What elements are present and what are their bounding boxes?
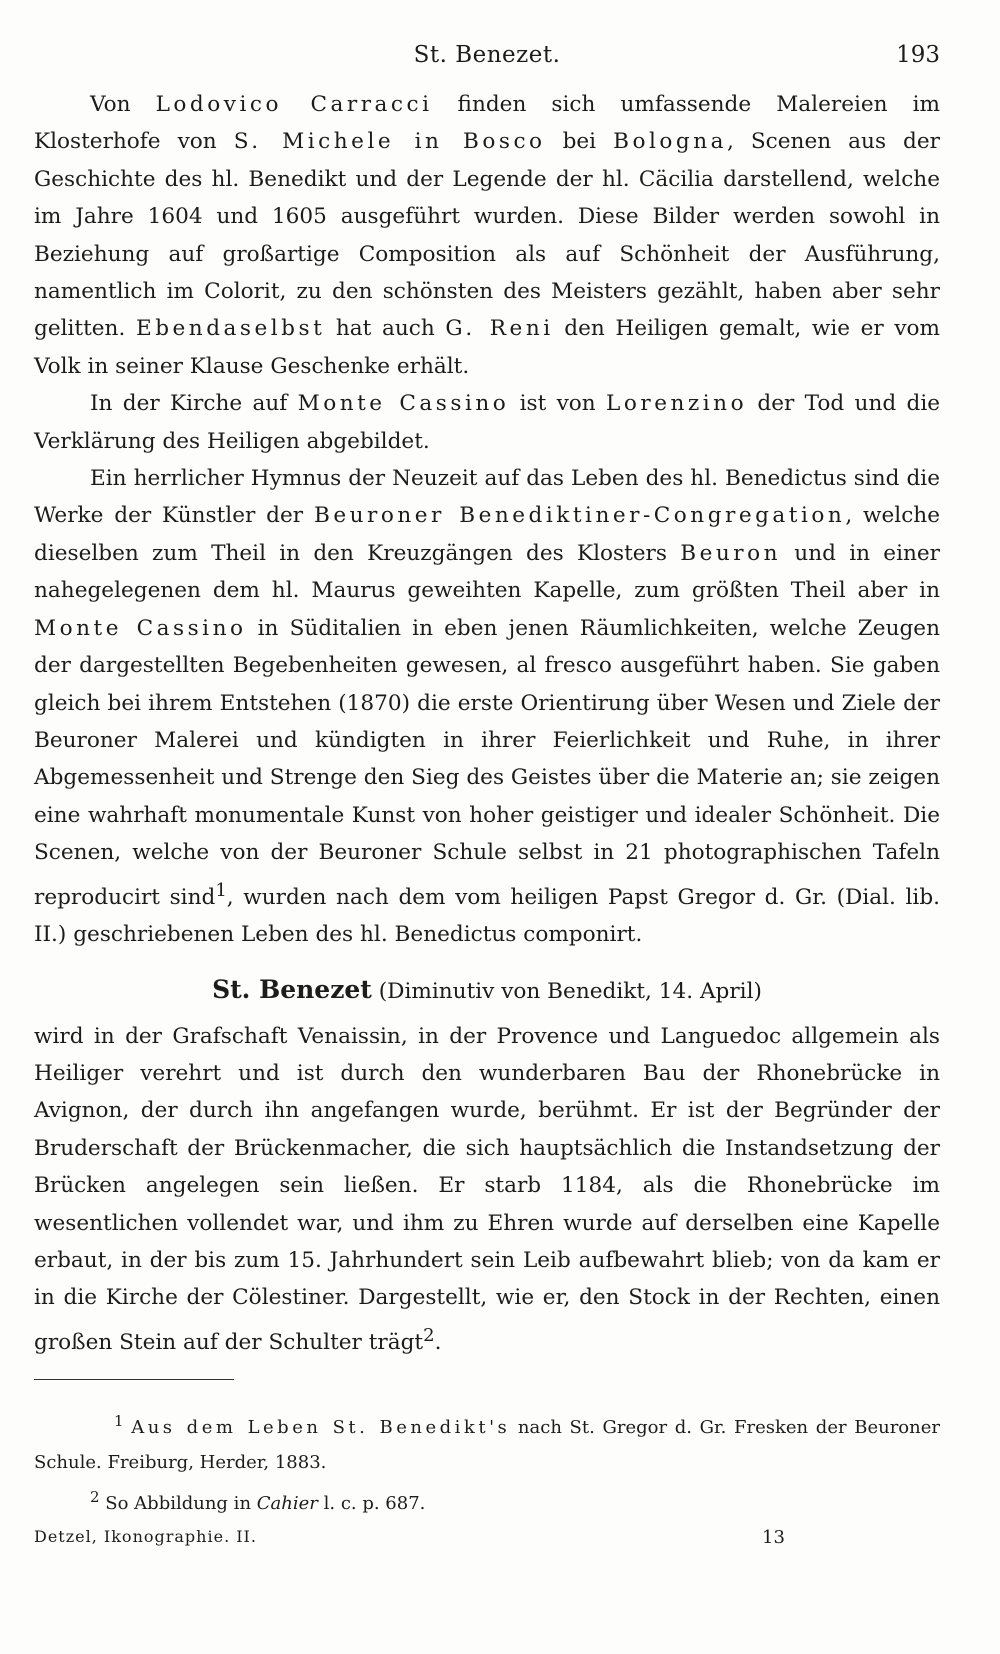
author-name: Cahier: [256, 1493, 318, 1515]
heading-subtitle: (Diminutiv von Benedikt, 14. April): [371, 978, 762, 1004]
running-title: St. Benezet.: [413, 42, 561, 68]
printer-signature: [34, 1525, 940, 1555]
artist-name: Lodovico Carracci: [155, 92, 433, 117]
text-run: l. c. p. 687.: [317, 1493, 426, 1515]
text-run: Ein herrlicher Hymnus der Neuzeit auf das Leben des hl. Benedictus sind die Werke der Künstler der: [34, 466, 940, 529]
text-run: So Abbildung in: [105, 1493, 257, 1515]
footnote-ref: 1: [215, 879, 227, 901]
footnote-2: [34, 1480, 940, 1521]
page-header: [34, 30, 940, 86]
place-name: Monte Cassino: [34, 615, 247, 641]
signature-mark: 13: [762, 1527, 785, 1549]
artist-name: G. Reni: [445, 316, 554, 342]
text-run: ist von: [509, 391, 607, 417]
book-title: Aus dem Leben St. Benedikt's: [131, 1417, 511, 1439]
text-run: den Heiligen gemalt, wie er vom Volk in seiner Klause Geschenke erhält.: [34, 316, 941, 379]
place-name: Bologna: [613, 129, 727, 155]
footnote-1: [34, 1404, 940, 1480]
place-name: Monte Cassino: [297, 391, 510, 417]
footnote-number: 1: [114, 1412, 124, 1431]
section-heading: [34, 970, 940, 1010]
place-name: Beuron: [680, 540, 782, 566]
text-run: finden sich umfassende Malereien im Klosterhofe von: [34, 92, 940, 155]
text-run: der Tod und die Verklärung des Heiligen abgebildet.: [34, 391, 941, 454]
text-run: nach St. Gregor d. Gr. Fresken der Beuroner Schule. Freiburg, Herder, 1883.: [34, 1417, 940, 1474]
place-name: S. Michele in Bosco: [233, 129, 546, 155]
paragraph-carracci: [34, 86, 940, 385]
congregation-name: Beuroner Benediktiner-Congregation: [313, 503, 846, 529]
signature-title: Detzel, Ikonographie. II.: [34, 1527, 257, 1547]
text-run: , welche dieselben zum Theil in den Kreuzgängen des Klosters: [34, 503, 940, 566]
text-run: , wurden nach dem vom heiligen Papst Gregor d. Gr. (Dial. lib. II.) geschriebenen Leben des hl. Benedictus componirt.: [34, 884, 941, 948]
text-run: Von: [90, 92, 156, 117]
text-run: .: [434, 1329, 442, 1355]
footnotes: [34, 1404, 940, 1521]
paragraph-beuron: [34, 460, 940, 953]
emphasis: Ebendaselbst: [135, 316, 326, 342]
text-run: In der Kirche auf: [90, 391, 298, 417]
artist-name: Lorenzino: [606, 391, 748, 417]
paragraph-benezet: [34, 1018, 940, 1362]
page-number: 193: [896, 42, 940, 68]
saint-name: St. Benezet: [212, 974, 372, 1004]
footnote-number: 2: [90, 1488, 100, 1507]
book-page: [34, 30, 940, 1630]
paragraph-monte-cassino: [34, 385, 940, 460]
footnote-ref: 2: [423, 1324, 435, 1346]
text-run: wird in der Grafschaft Venaissin, in der Provence und Languedoc allgemein als Heiliger verehrt und ist durch den wunderbaren Bau der Rhonebrücke in Avignon, der durch ihn angefangen wurde, berühmt. Er ist der Begründer der Bruderschaft der Brückenmacher, die sich hauptsächlich die Instandsetzung der Brücken angelegen sein ließen. Er starb 1184, als die Rhonebrücke im wesentlichen vollendet war, und ihm zu Ehren wurde auf derselben eine Kapelle erbaut, in der bis zum 15. Jahrhundert sein Leib aufbewahrt blieb; von da kam er in die Kirche der Cölestiner. Dargestellt, wie er, den Stock in der Rechten, einen großen Stein auf der Schulter trägt: [34, 1023, 940, 1355]
footnote-divider: [34, 1379, 234, 1380]
text-run: hat auch: [325, 316, 446, 342]
text-run: in Süditalien in eben jenen Räumlichkeiten, welche Zeugen der dargestellten Begebenheiten gewesen, al fresco ausgeführt haben. Sie gaben gleich bei ihrem Entstehen (1870) die erste Orientirung über Wesen und Ziele der Beuroner Malerei und kündigten in ihrer Feierlichkeit und Ruhe, in ihrer Abgemessenheit und Strenge den Sieg des Geistes über die Materie an; sie zeigen eine wahrhaft monumentale Kunst von hoher geistiger und idealer Schönheit. Die Scenen, welche von der Beuroner Schule selbst in 21 photographischen Tafeln reproducirt sind: [34, 615, 940, 910]
text-run: und in einer nahegelegenen dem hl. Maurus geweihten Kapelle, zum größten Theil aber in: [34, 540, 940, 604]
text-run: , Scenen aus der Geschichte des hl. Benedikt und der Legende der hl. Cäcilia darstellend, welche im Jahre 1604 und 1605 ausgeführt wurden. Diese Bilder werden sowohl in Beziehung auf großartige Composition als auf Schönheit der Ausführung, namentlich im Colorit, zu den schönsten des Meisters gezählt, haben aber sehr gelitten.: [34, 129, 940, 342]
text-run: bei: [545, 129, 614, 155]
